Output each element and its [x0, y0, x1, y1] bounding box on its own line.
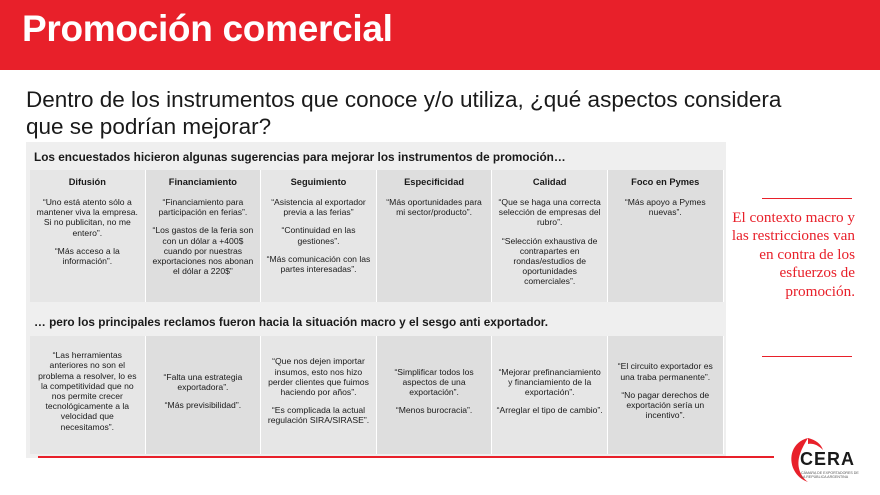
quote: “Más comunicación con las partes interesadas”.	[266, 253, 371, 275]
column-financiamiento	[146, 170, 262, 302]
survey-question: Dentro de los instrumentos que conoce y/o utiliza, ¿qué aspectos considera que se podrían mejorar?	[26, 87, 782, 139]
complaint-column-1	[30, 336, 146, 454]
quote: “Que se haga una correcta selección de empresas del rubro”.	[498, 197, 601, 228]
column-title: Seguimiento	[290, 177, 347, 187]
column-title: Calidad	[532, 177, 567, 187]
column-title: Foco en Pymes	[631, 177, 700, 187]
column-title: Especificidad	[404, 177, 465, 187]
quote: “Que nos dejen importar insumos, esto nos hizo perder clientes que fuimos haciendo por años”.	[268, 356, 369, 397]
quote: “Uno está atento sólo a mantener viva la empresa. Si no publicitan, no me entero”.	[36, 197, 138, 238]
column-calidad	[492, 170, 608, 302]
quote: “Financiamiento para participación en ferias”.	[158, 197, 248, 218]
quote: “Los gastos de la feria son con un dólar a +400$ cuando por nuestras exportaciones nos abonan el dólar a 220$”	[152, 225, 254, 277]
quote: “Más previsibilidad”.	[164, 400, 242, 411]
logo-subtitle: CÁMARA DE EXPORTADORES DE LA REPÚBLICA ARGENTINA	[801, 471, 859, 480]
column-title: Financiamiento	[168, 177, 237, 187]
quote: “Mejorar prefinanciamiento y financiamiento de la exportación”.	[498, 366, 601, 397]
column-title: Difusión	[68, 177, 106, 187]
column-difusion	[30, 170, 146, 302]
column-seguimiento	[261, 170, 377, 302]
quote: “Asistencia al exportador previa a las ferias”	[271, 197, 366, 218]
quote: “Más oportunidades para mi sector/producto”.	[386, 197, 482, 218]
complaint-column-5	[492, 336, 608, 454]
suggestions-heading: Los encuestados hicieron algunas sugerencias para mejorar los instrumentos de promoción…	[34, 150, 566, 164]
quote: “Continuidad en las gestiones”.	[281, 225, 356, 246]
complaints-heading: … pero los principales reclamos fueron hacia la situación macro y el sesgo anti exportador.	[34, 315, 548, 329]
footer-divider	[38, 456, 774, 458]
complaints-grid	[30, 336, 724, 454]
divider	[762, 198, 852, 199]
complaint-column-2	[146, 336, 262, 454]
quote: “Menos burocracia”.	[395, 405, 473, 416]
quote: “No pagar derechos de exportación sería un incentivo”.	[621, 389, 710, 421]
cera-logo	[786, 436, 866, 488]
header-bar	[0, 0, 880, 70]
column-foco-pymes	[608, 170, 724, 302]
quote: “Falta una estrategia exportadora”.	[163, 371, 243, 392]
column-especificidad	[377, 170, 493, 302]
logo-text: CERA	[800, 449, 856, 469]
quote: “Simplificar todos los aspectos de una exportación”.	[394, 366, 474, 397]
quote: “Las herramientas anteriores no son el problema a resolver, lo es la competitividad que no nos permite crecer tecnológicamente a la velocidad que necesitamos”.	[38, 350, 137, 432]
quote: “Más apoyo a Pymes nuevas”.	[624, 197, 706, 218]
quote: “El circuito exportador es una traba permanente”.	[617, 361, 713, 382]
divider	[762, 356, 852, 357]
quote: “Selección exhaustiva de contrapartes en rondas/estudios de oportunidades comerciales”.	[501, 235, 598, 287]
complaint-column-3	[261, 336, 377, 454]
complaint-column-4	[377, 336, 493, 454]
quote: “Arreglar el tipo de cambio”.	[496, 405, 603, 416]
suggestions-grid	[30, 170, 724, 302]
page-title: Promoción comercial	[22, 8, 393, 49]
side-note: El contexto macro y las restricciones van en contra de los esfuerzos de promoción.	[731, 209, 855, 300]
complaint-column-6	[608, 336, 724, 454]
quote: “Es complicada la actual regulación SIRA/SIRASE”.	[267, 405, 370, 426]
quote: “Más acceso a la información”.	[54, 245, 120, 267]
